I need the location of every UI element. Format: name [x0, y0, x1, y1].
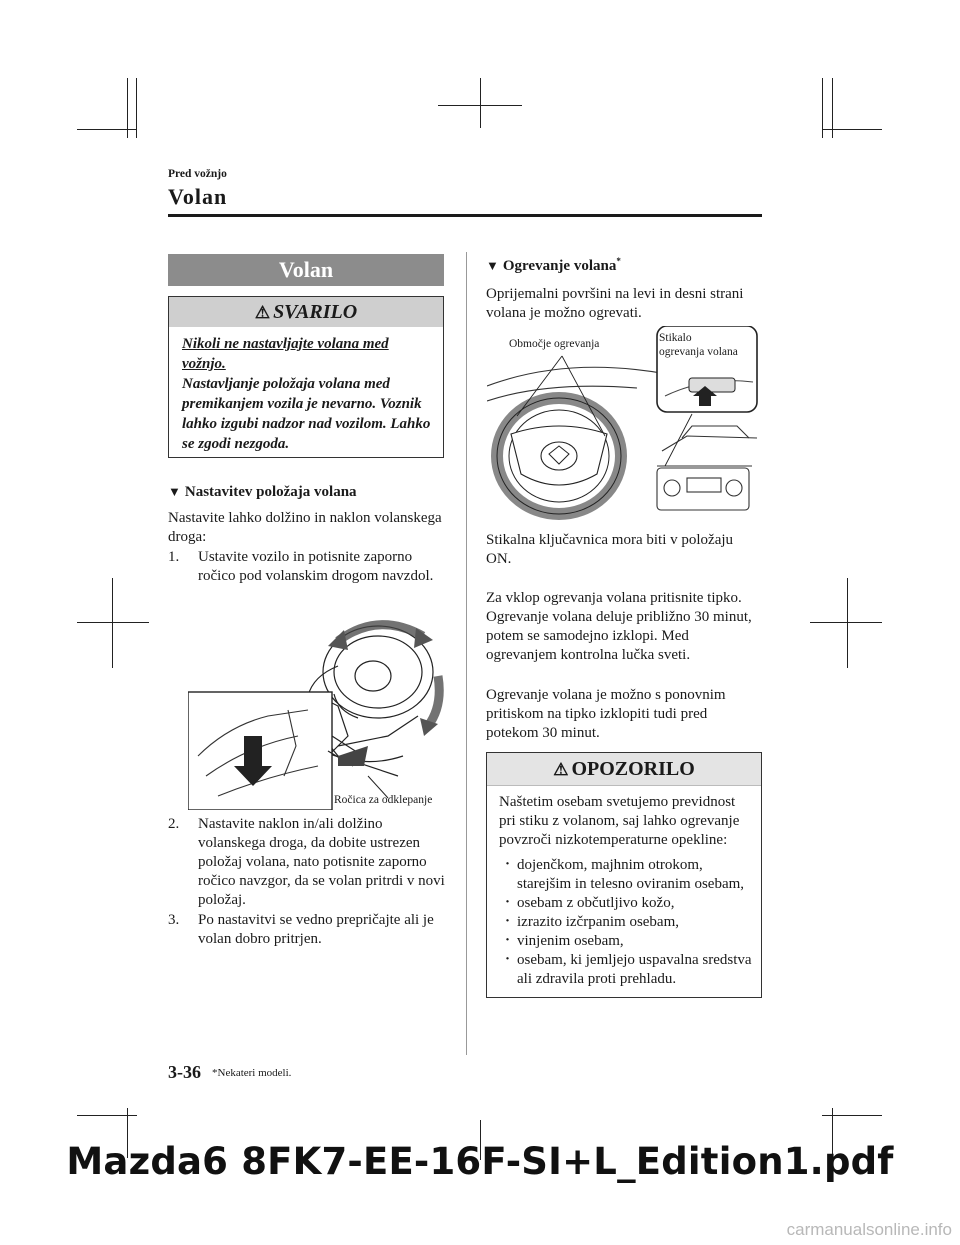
warning-line-2: Nastavljanje položaja volana med premikanjem vozila je nevarno. Voznik lahko izgubi nadzor nad vozilom. Lahko se zgodi nezgoda. [182, 376, 431, 452]
watermark: carmanualsonline.info [786, 1220, 952, 1239]
list-item: · osebam, ki jemljejo uspavalna sredstva ali zdravila proti prehladu. [499, 951, 755, 989]
footnote: *Nekateri modeli. [212, 1067, 292, 1079]
crop-mark [822, 129, 882, 130]
intro-text: Nastavite lahko dolžino in naklon volanskega droga: [168, 510, 442, 545]
crop-mark [822, 1115, 882, 1116]
crop-mark [847, 578, 848, 668]
page-number: 3-36 [168, 1062, 201, 1082]
triangle-down-icon: ▼ [168, 484, 181, 499]
crop-mark [822, 78, 823, 138]
crop-mark [810, 622, 882, 623]
warning-title: SVARILO [273, 301, 358, 323]
list-item: · dojenčkom, majhnim otrokom, starejšim in telesno oviranim osebam, [499, 856, 755, 894]
step-text: Ustavite vozilo in potisnite zaporno ročico pod volanskim drogom navzdol. [198, 549, 434, 584]
warning-box [168, 296, 444, 458]
crop-mark [77, 1115, 137, 1116]
figure-label-heating-area: Območje ogrevanja [509, 338, 600, 350]
crop-mark [77, 129, 137, 130]
subheading-heating [486, 256, 621, 275]
subheading-text: Nastavitev položaja volana [184, 484, 357, 500]
triangle-down-icon: ▼ [486, 258, 499, 273]
crop-mark [832, 78, 833, 138]
step-number: 3. [168, 912, 180, 928]
caution-title: OPOZORILO [571, 758, 695, 780]
warning-triangle-icon: ⚠ [553, 760, 569, 779]
list-item: · izrazito izčrpanim osebam, [499, 913, 755, 932]
warning-header [169, 297, 443, 327]
ignition-text: Stikalna ključavnica mora biti v položaju ON. [486, 532, 734, 567]
figure-caption: Ročica za odklepanje [334, 794, 433, 806]
step-3 [168, 911, 450, 951]
footnote-mark: * [616, 256, 621, 266]
file-name-banner: Mazda6 8FK7-EE-16F-SI+L_Edition1.pdf [66, 1140, 894, 1183]
list-item: · vinjenim osebam, [499, 932, 755, 951]
list-item: · osebam z občutljivo kožo, [499, 894, 755, 913]
column-divider [466, 252, 467, 1055]
step-text: Po nastavitvi se vedno prepričajte ali je volan dobro pritrjen. [198, 912, 434, 947]
step-text: Nastavite naklon in/ali dolžino volanskega droga, da dobite ustrezen položaj volana, nato potisnite zaporno ročico navzgor, da se volan pritrdi v novi položaj. [198, 816, 445, 908]
section-banner: Volan [168, 254, 444, 286]
figure-label-switch-2: ogrevanja volana [659, 346, 738, 358]
caution-list [499, 856, 755, 989]
subheading-text: Ogrevanje volana [502, 258, 617, 274]
warning-text [182, 334, 434, 454]
heated-wheel-figure [487, 326, 759, 522]
subheading-position [168, 484, 357, 501]
activation-text: Za vklop ogrevanja volana pritisnite tipko. Ogrevanje volana deluje približno 30 minut, potem se samodejno izklopi. Med ogrevanjem kontrolna lučka sveti. [486, 590, 752, 663]
warning-line-1: Nikoli ne nastavljajte volana med vožnjo. [182, 336, 389, 372]
crop-mark [480, 78, 481, 128]
page-title: Volan [168, 184, 228, 209]
crop-mark [77, 622, 149, 623]
steering-adjust-figure [188, 606, 446, 810]
crop-mark [112, 578, 113, 668]
step-number: 2. [168, 816, 180, 832]
section-label: Pred vožnjo [168, 168, 227, 180]
header-rule [168, 214, 762, 217]
crop-mark [127, 78, 128, 138]
heating-intro: Oprijemalni površini na levi in desni strani volana je možno ogrevati. [486, 286, 744, 321]
step-number: 1. [168, 549, 180, 565]
step-2 [168, 815, 450, 911]
caution-header [487, 753, 761, 786]
crop-mark [136, 78, 137, 138]
caution-intro: Naštetim osebam svetujemo previdnost pri stiku z volanom, saj lahko ogrevanje povzroči nizkotemperaturne opekline: [499, 794, 740, 848]
warning-triangle-icon: ⚠ [254, 303, 271, 322]
caution-box [486, 752, 762, 998]
step-1 [168, 548, 450, 588]
deactivation-text: Ogrevanje volana je možno s ponovnim pritiskom na tipko izklopiti tudi pred potekom 30 minut. [486, 687, 726, 741]
caution-body [499, 793, 755, 989]
figure-label-switch-1: Stikalo [659, 332, 692, 344]
